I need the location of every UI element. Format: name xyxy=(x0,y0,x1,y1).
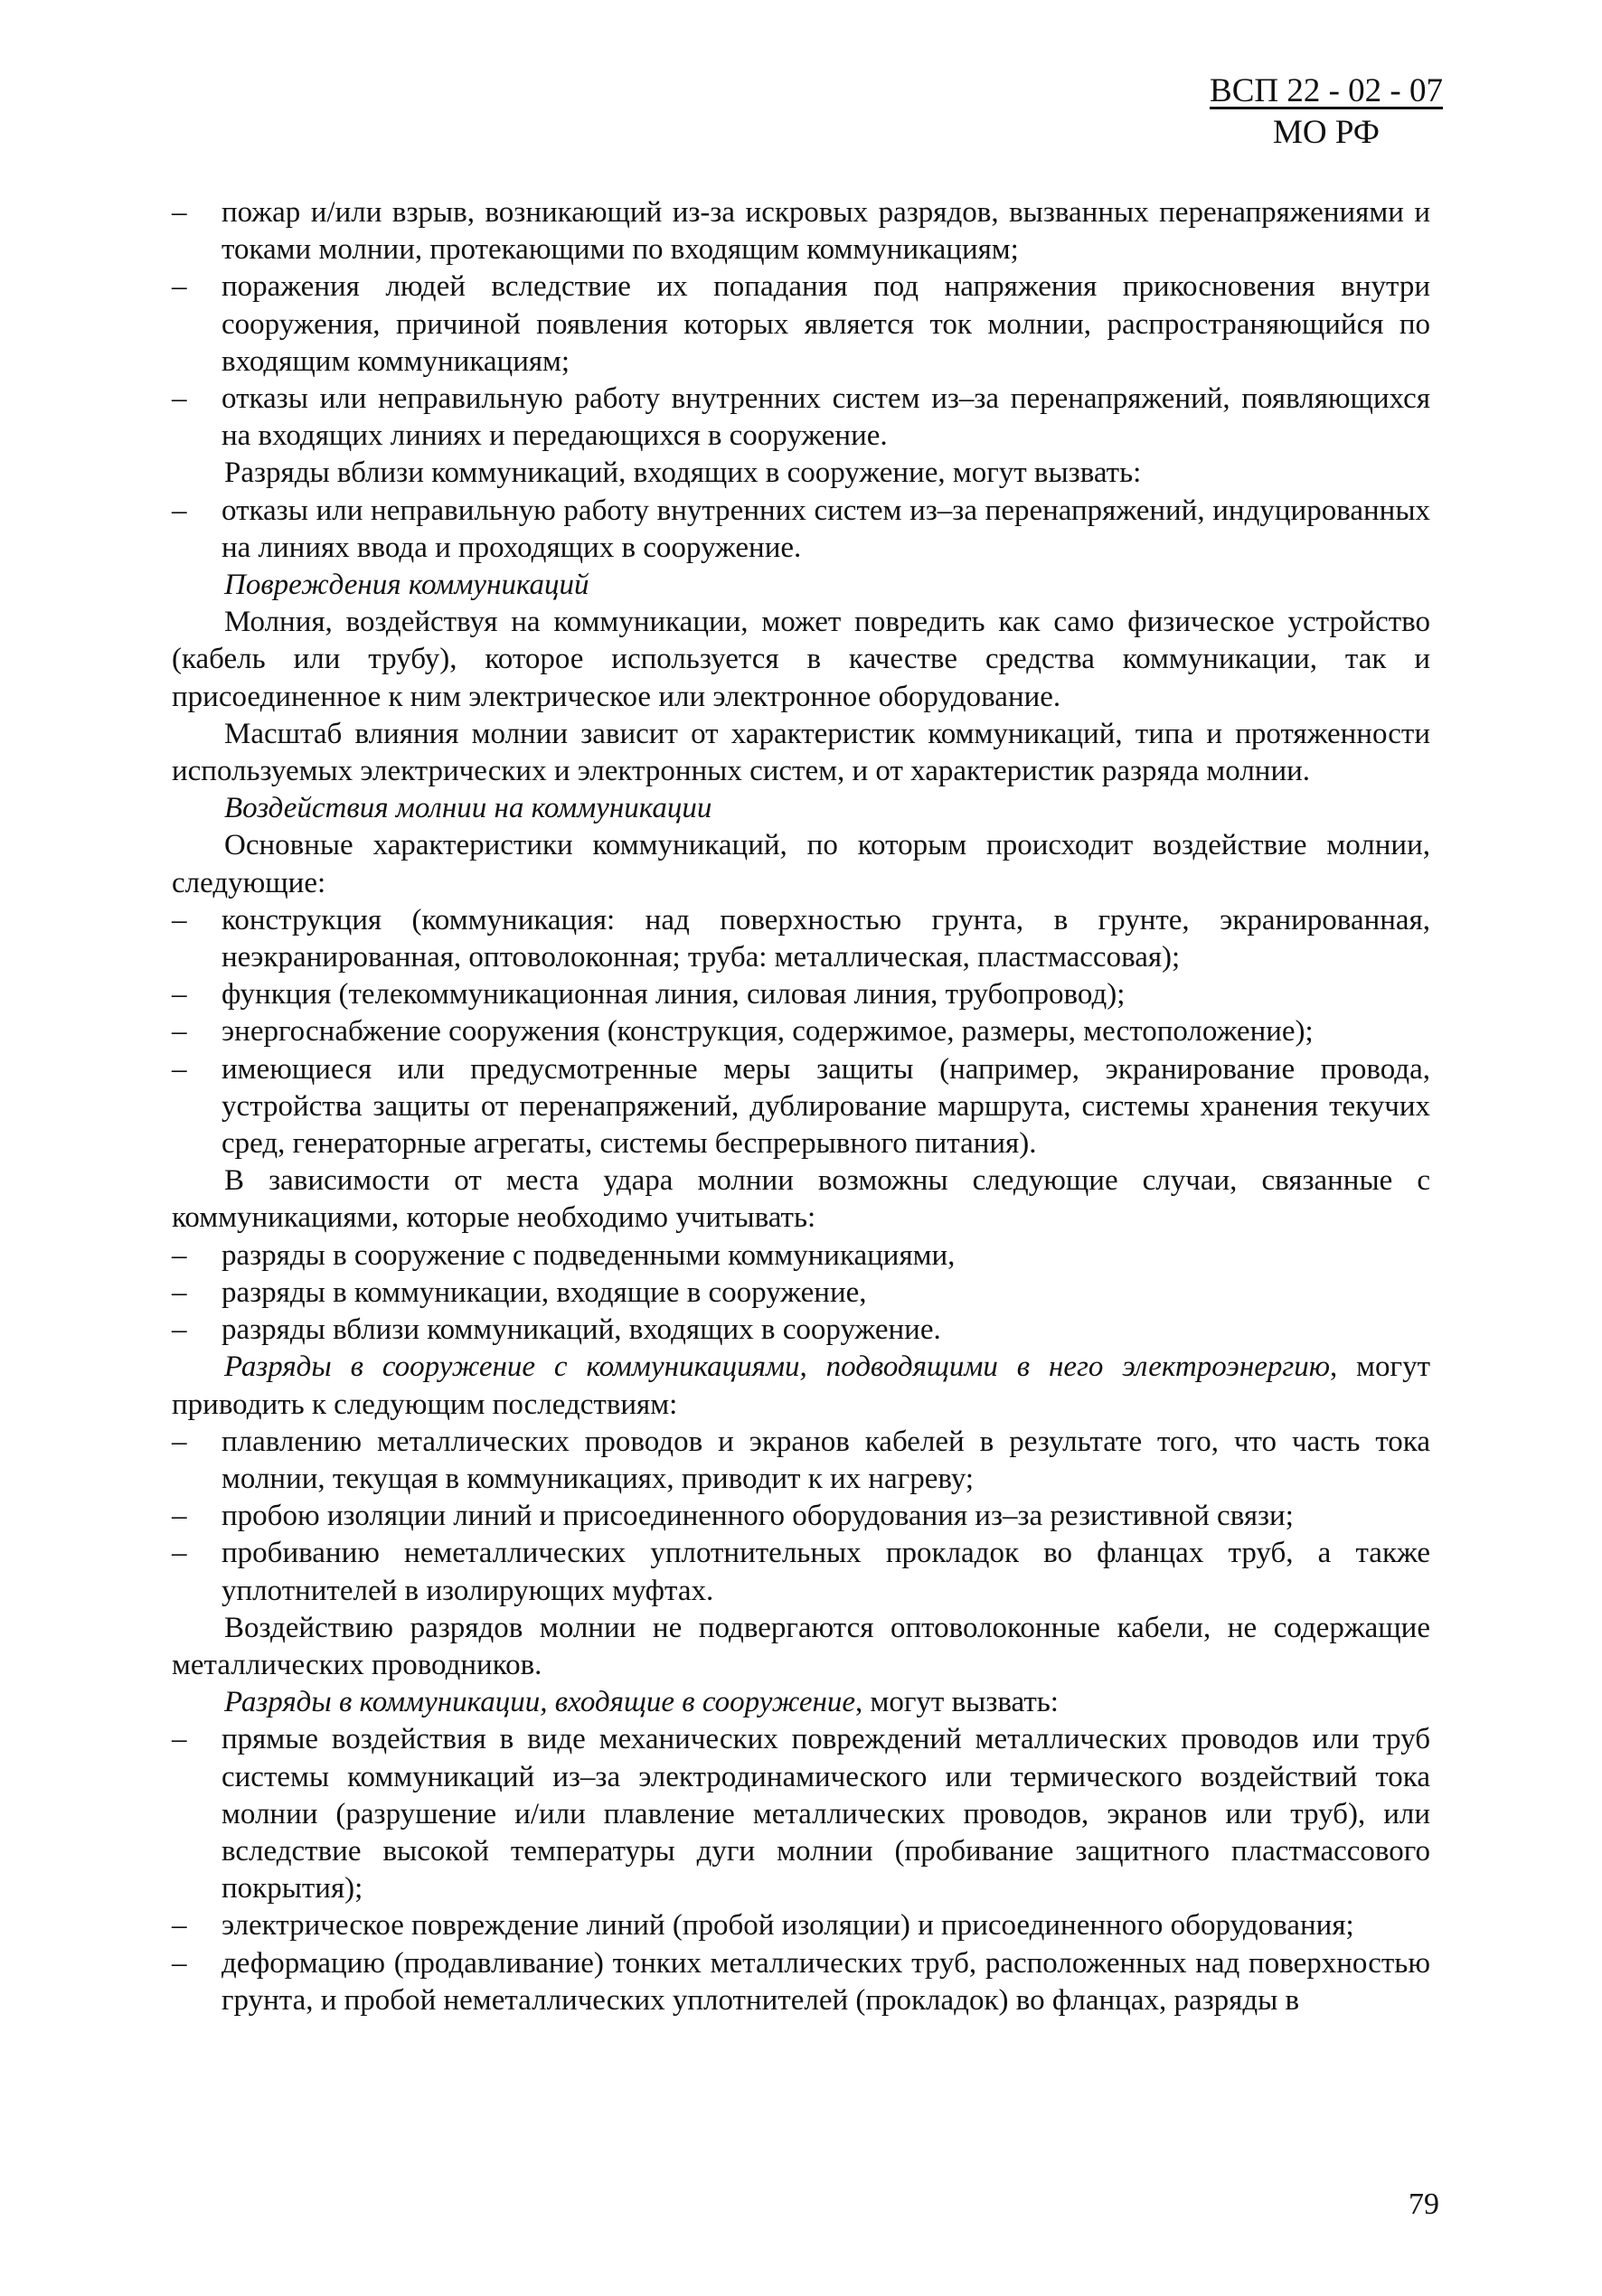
list-item: – поражения людей вследствие их попадания под напряжения прикосновения внутри сооружения, причиной появления которых является ток молнии, распространяющийся по входящим коммуникациям; xyxy=(172,268,1430,381)
section-heading: Повреждения коммуникаций xyxy=(224,569,589,602)
list-item: – конструкция (коммуникация: над поверхностью грунта, в грунте, экранированная, неэкранированная, оптоволоконная; труба: металлическая, пластмассовая); xyxy=(172,902,1430,976)
list-item: – деформацию (продавливание) тонких металлических труб, расположенных над поверхностью грунта, и пробой неметаллических уплотнителей (прокладок) во фланцах, разряды в xyxy=(172,1945,1430,2019)
list-item: – энергоснабжение сооружения (конструкция, содержимое, размеры, местоположение); xyxy=(172,1013,1430,1050)
paragraph: Молния, воздействуя на коммуникации, может повредить как само физическое устройство (кабель или трубу), которое используется в качестве средства коммуникации, так и присоединенное к ним электрическое или электронное оборудование. xyxy=(172,606,1430,713)
list-item: – разряды в коммуникации, входящие в сооружение, xyxy=(172,1275,1430,1312)
paragraph-rest: , могут вызвать: xyxy=(855,1686,1059,1719)
list-item: – отказы или неправильную работу внутренних систем из–за перенапряжений, индуцированных на линиях ввода и проходящих в сооружение. xyxy=(172,493,1430,567)
list-item: – прямые воздействия в виде механических повреждений металлических проводов или труб системы коммуникаций из–за электродинамического или термического воздействий тока молнии (разрушение и/или плавление металлических проводов, экранов или труб), или вследствие высокой температуры дуги молнии (пробивание защитного пластмассового покрытия); xyxy=(172,1721,1430,1907)
paragraph: Воздействию разрядов молнии не подвергаются оптоволоконные кабели, не содержащие металлических проводников. xyxy=(172,1611,1430,1681)
list-item: – электрическое повреждение линий (пробой изоляции) и присоединенного оборудования; xyxy=(172,1907,1430,1944)
document-code: ВСП 22 - 02 - 07 xyxy=(1210,72,1443,109)
page-number: 79 xyxy=(1409,2188,1439,2221)
list-item: – разряды в сооружение с подведенными коммуникациями, xyxy=(172,1237,1430,1275)
paragraph-rest: , могут приводить к следующим последствиям: xyxy=(172,1350,1430,1421)
list-item: – плавлению металлических проводов и экранов кабелей в результате того, что часть тока молнии, текущая в коммуникациях, приводит к их нагреву; xyxy=(172,1424,1430,1498)
list-item: – имеющиеся или предусмотренные меры защиты (например, экранирование провода, устройства защиты от перенапряжений, дублирование маршрута, системы хранения текучих сред, генераторные агрегаты, системы беспрерывного питания). xyxy=(172,1051,1430,1163)
document-body xyxy=(172,194,1430,2019)
paragraph: В зависимости от места удара молнии возможны следующие случаи, связанные с коммуникациями, которые необходимо учитывать: xyxy=(172,1164,1430,1235)
list-item: – разряды вблизи коммуникаций, входящих в сооружение. xyxy=(172,1312,1430,1349)
paragraph-lead-italic: Разряды в сооружение с коммуникациями, подводящими в него электроэнергию xyxy=(224,1350,1330,1384)
list-item: – функция (телекоммуникационная линия, силовая линия, трубопровод); xyxy=(172,976,1430,1013)
paragraph: Основные характеристики коммуникаций, по которым происходит воздействие молнии, следующие: xyxy=(172,829,1430,899)
list-item: – отказы или неправильную работу внутренних систем из–за перенапряжений, появляющихся на входящих линиях и передающихся в сооружение. xyxy=(172,381,1430,455)
list-item: – пробиванию неметаллических уплотнительных прокладок во фланцах труб, а также уплотнителей в изолирующих муфтах. xyxy=(172,1535,1430,1609)
list-item: – пожар и/или взрыв, возникающий из-за искровых разрядов, вызванных перенапряжениями и токами молнии, протекающими по входящим коммуникациям; xyxy=(172,194,1430,268)
paragraph xyxy=(172,1684,1430,1721)
section-heading: Воздействия молнии на коммуникации xyxy=(224,792,712,825)
paragraph: Разряды вблизи коммуникаций, входящих в сооружение, могут вызвать: xyxy=(224,456,1142,490)
paragraph-lead-italic: Разряды в коммуникации, входящие в сооружение xyxy=(224,1686,855,1719)
document-organization: МО РФ xyxy=(1272,114,1381,151)
paragraph xyxy=(172,1349,1430,1423)
list-item: – пробою изоляции линий и присоединенного оборудования из–за резистивной связи; xyxy=(172,1498,1430,1535)
document-header xyxy=(1210,71,1443,154)
paragraph: Масштаб влияния молнии зависит от характеристик коммуникаций, типа и протяженности используемых электрических и электронных систем, и от характеристик разряда молнии. xyxy=(172,717,1430,788)
